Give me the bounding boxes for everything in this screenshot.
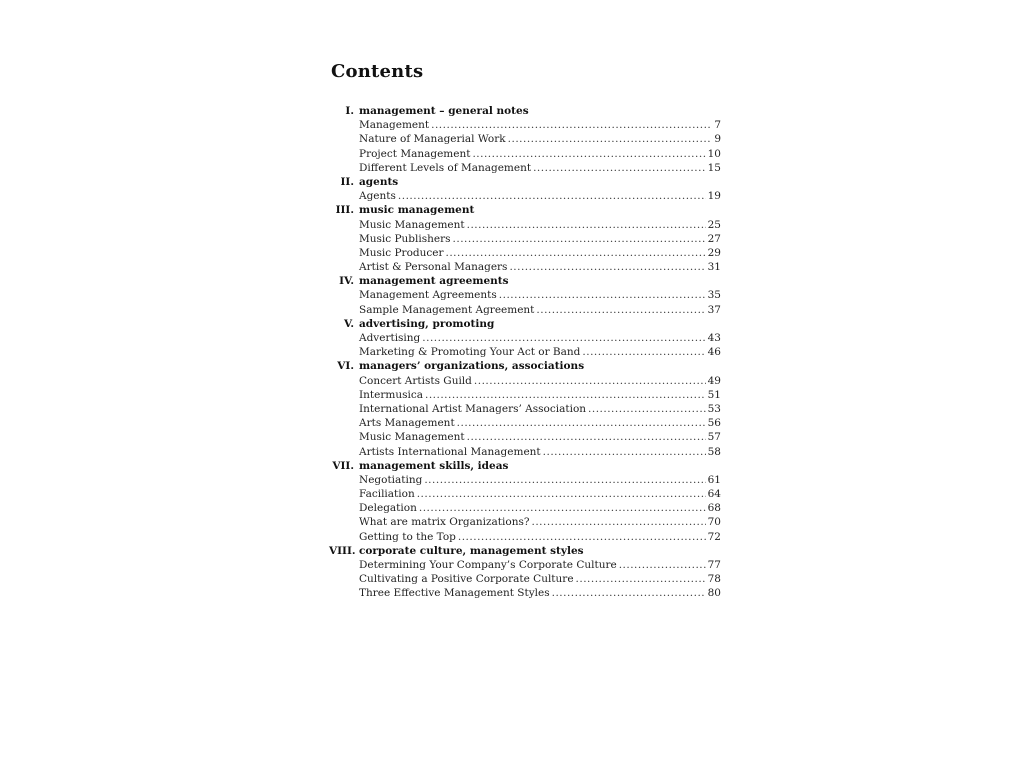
- entry-page-number: 19: [707, 190, 721, 203]
- entry-page-number: 77: [707, 559, 721, 571]
- dot-leader: [445, 246, 705, 260]
- toc-section-heading: [329, 274, 721, 288]
- entry-page-number: 29: [707, 246, 721, 259]
- dot-leader: [474, 374, 706, 388]
- toc-entry[interactable]: [329, 572, 721, 586]
- entry-page-number: 46: [707, 346, 721, 359]
- section-numeral: VII.: [332, 459, 354, 472]
- entry-page-number: 80: [707, 587, 721, 600]
- toc-entry[interactable]: [329, 345, 721, 359]
- entry-page-number: 9: [714, 133, 721, 146]
- entry-page-number: 72: [707, 530, 721, 543]
- entry-title: Artist & Personal Managers: [359, 261, 508, 274]
- dot-leader: [467, 218, 706, 232]
- toc-section-heading: [329, 359, 721, 373]
- entry-page-number: 53: [707, 402, 721, 415]
- entry-title: Music Publishers: [359, 232, 451, 245]
- dot-leader: [536, 303, 705, 317]
- entry-title: Music Producer: [359, 246, 444, 259]
- dot-leader: [531, 515, 705, 529]
- entry-title: What are matrix Organizations?: [359, 516, 530, 529]
- section-numeral: III.: [335, 204, 354, 217]
- toc-entry[interactable]: [329, 473, 721, 487]
- section-title: agents: [359, 175, 399, 188]
- entry-page-number: 10: [707, 147, 721, 160]
- table-of-contents: [329, 104, 721, 601]
- section-numeral: VIII.: [329, 544, 356, 557]
- entry-page-number: 57: [707, 431, 721, 444]
- toc-section-heading: [329, 104, 721, 118]
- entry-page-number: 7: [714, 119, 721, 132]
- toc-entry[interactable]: [329, 445, 721, 459]
- section-title: management skills, ideas: [359, 459, 509, 472]
- entry-title: Arts Management: [359, 417, 455, 430]
- entry-title: Music Management: [359, 218, 465, 231]
- entry-page-number: 49: [707, 374, 721, 387]
- toc-entry[interactable]: [329, 487, 721, 501]
- dot-leader: [588, 402, 706, 416]
- entry-title: Project Management: [359, 147, 471, 160]
- toc-entry[interactable]: [329, 530, 721, 544]
- toc-entry[interactable]: [329, 416, 721, 430]
- entry-title: Artists International Management: [359, 445, 541, 458]
- entry-title: Negotiating: [359, 473, 423, 486]
- entry-page-number: 35: [707, 289, 721, 302]
- entry-page-number: 27: [707, 232, 721, 245]
- dot-leader: [472, 147, 705, 161]
- dot-leader: [499, 288, 706, 302]
- entry-page-number: 70: [707, 516, 721, 529]
- entry-title: Management Agreements: [359, 289, 497, 302]
- entry-page-number: 31: [707, 261, 721, 274]
- entry-page-number: 68: [707, 502, 721, 515]
- entry-title: Cultivating a Positive Corporate Culture: [359, 573, 574, 586]
- dot-leader: [398, 189, 706, 203]
- toc-entry[interactable]: [329, 501, 721, 515]
- section-numeral: I.: [345, 105, 354, 117]
- entry-page-number: 25: [707, 218, 721, 231]
- entry-page-number: 15: [707, 161, 721, 174]
- toc-entry[interactable]: [329, 388, 721, 402]
- toc-entry[interactable]: [329, 189, 721, 203]
- entry-title: Agents: [359, 190, 396, 203]
- toc-entry[interactable]: [329, 331, 721, 345]
- dot-leader: [576, 572, 706, 586]
- dot-leader: [508, 132, 713, 146]
- dot-leader: [582, 345, 705, 359]
- section-title: managers’ organizations, associations: [359, 360, 585, 373]
- dot-leader: [419, 501, 706, 515]
- section-title: corporate culture, management styles: [359, 544, 584, 557]
- toc-entry[interactable]: [329, 118, 721, 132]
- dot-leader: [457, 416, 706, 430]
- section-title: management – general notes: [359, 105, 529, 117]
- toc-section-heading: [329, 544, 721, 558]
- dot-leader: [467, 430, 706, 444]
- entry-page-number: 58: [707, 445, 721, 458]
- entry-page-number: 51: [707, 388, 721, 401]
- entry-title: Delegation: [359, 502, 417, 515]
- dot-leader: [453, 232, 706, 246]
- toc-entry[interactable]: [329, 288, 721, 302]
- section-title: music management: [359, 204, 475, 217]
- toc-section-heading: [329, 175, 721, 189]
- toc-section-heading: [329, 203, 721, 217]
- section-title: advertising, promoting: [359, 317, 495, 330]
- entry-title: International Artist Managers’ Association: [359, 402, 587, 415]
- toc-entry[interactable]: [329, 586, 721, 600]
- section-numeral: V.: [344, 317, 354, 330]
- dot-leader: [422, 331, 705, 345]
- toc-entry[interactable]: [329, 147, 721, 161]
- entry-title: Advertising: [359, 332, 421, 344]
- dot-leader: [543, 445, 706, 459]
- toc-entry[interactable]: [329, 246, 721, 260]
- dot-leader: [552, 586, 706, 600]
- entry-title: Nature of Managerial Work: [359, 133, 506, 146]
- entry-page-number: 61: [707, 473, 721, 486]
- entry-page-number: 78: [707, 573, 721, 586]
- section-numeral: II.: [340, 175, 354, 188]
- dot-leader: [424, 473, 705, 487]
- entry-title: Determining Your Company’s Corporate Culture: [359, 559, 617, 571]
- entry-title: Faciliation: [359, 488, 415, 501]
- section-numeral: VI.: [337, 360, 354, 373]
- entry-title: Music Management: [359, 431, 465, 444]
- toc-section-heading: [329, 459, 721, 473]
- dot-leader: [431, 118, 712, 132]
- toc-entry[interactable]: [329, 515, 721, 529]
- entry-title: Different Levels of Management: [359, 161, 532, 174]
- toc-entry[interactable]: [329, 402, 721, 416]
- toc-entry[interactable]: [329, 218, 721, 232]
- entry-page-number: 43: [707, 332, 721, 344]
- entry-title: Three Effective Management Styles: [359, 587, 550, 600]
- entry-title: Sample Management Agreement: [359, 303, 535, 316]
- toc-entry[interactable]: [329, 260, 721, 274]
- toc-entry[interactable]: [329, 303, 721, 317]
- entry-title: Concert Artists Guild: [359, 374, 472, 387]
- entry-title: Marketing & Promoting Your Act or Band: [359, 346, 581, 359]
- entry-page-number: 56: [707, 417, 721, 430]
- section-numeral: IV.: [339, 275, 354, 288]
- dot-leader: [458, 530, 706, 544]
- toc-entry[interactable]: [329, 161, 721, 175]
- toc-section-heading: [329, 317, 721, 331]
- entry-page-number: 64: [707, 488, 721, 501]
- toc-entry[interactable]: [329, 558, 721, 572]
- toc-entry[interactable]: [329, 374, 721, 388]
- toc-entry[interactable]: [329, 132, 721, 146]
- entry-page-number: 37: [707, 303, 721, 316]
- dot-leader: [509, 260, 705, 274]
- toc-entry[interactable]: [329, 232, 721, 246]
- dot-leader: [425, 388, 706, 402]
- toc-entry[interactable]: [329, 430, 721, 444]
- entry-title: Management: [359, 119, 430, 132]
- dot-leader: [533, 161, 706, 175]
- section-title: management agreements: [359, 275, 509, 288]
- entry-title: Intermusica: [359, 388, 423, 401]
- page-title: Contents: [331, 61, 424, 82]
- dot-leader: [417, 487, 706, 501]
- dot-leader: [619, 558, 706, 572]
- entry-title: Getting to the Top: [359, 530, 456, 543]
